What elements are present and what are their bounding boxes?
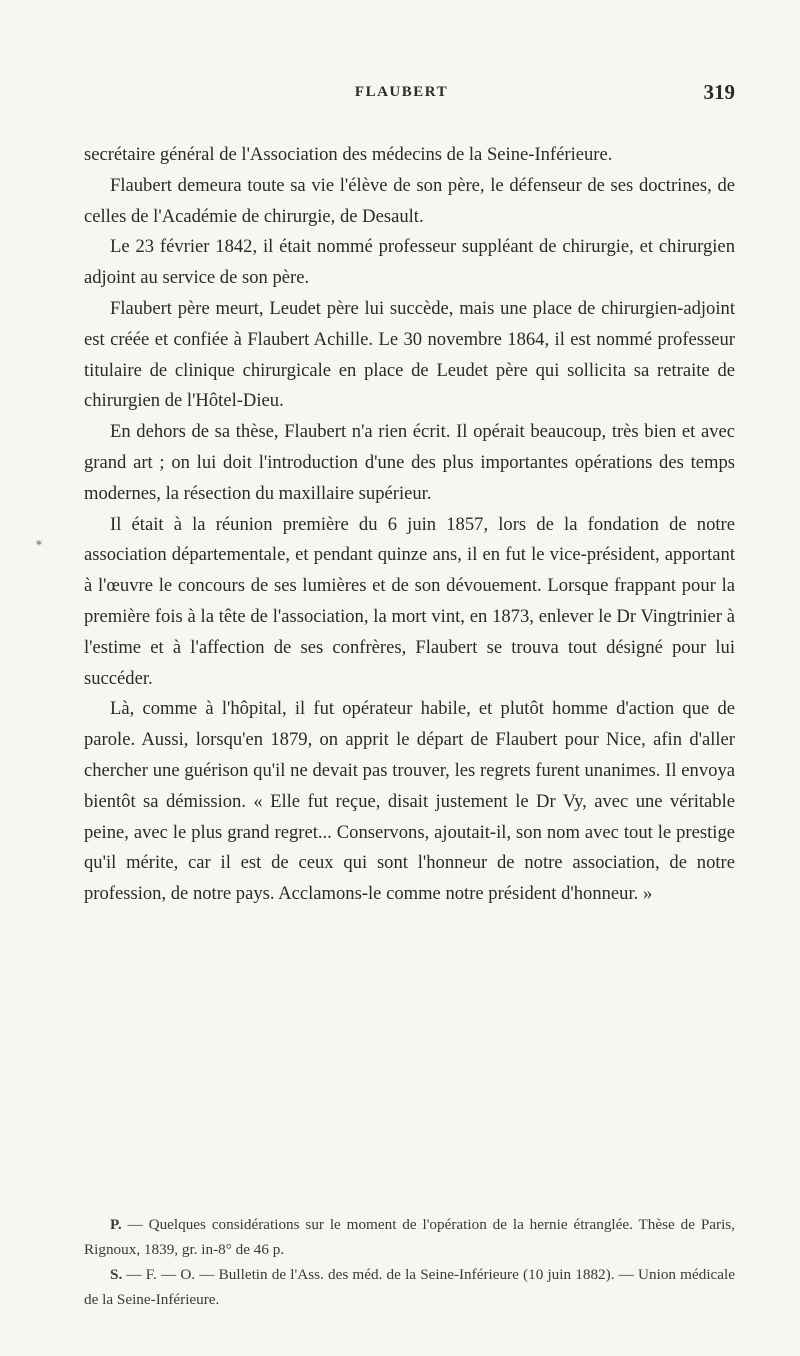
note-text: — F. — O. — Bulletin de l'Ass. des méd. de la Seine-Inférieure (10 juin 1882). — Union médicale de la Seine-Inférieure.: [84, 1266, 735, 1308]
page-header: [68, 80, 735, 110]
paragraph: Le 23 février 1842, il était nommé professeur suppléant de chirurgie, et chirurgien adjoint au service de son père.: [84, 236, 735, 289]
paragraph: Flaubert père meurt, Leudet père lui succède, mais une place de chirurgien-adjoint est créée et confiée à Flaubert Achille. Le 30 novembre 1864, il est nommé professeur titulaire de clinique chirurgicale en place de Leudet père qui sollicita sa retraite de chirurgien de l'Hôtel-Dieu.: [84, 297, 735, 412]
body-text: [84, 140, 735, 910]
paragraph: En dehors de sa thèse, Flaubert n'a rien écrit. Il opérait beaucoup, très bien et avec grand art ; on lui doit l'introduction d'une des plus importantes opérations des temps modernes, la résection du maxillaire supérieur.: [84, 421, 735, 504]
note-text: — Quelques considérations sur le moment de l'opération de la hernie étranglée. Thèse de Paris, Rignoux, 1839, gr. in-8° de 46 p.: [84, 1216, 735, 1258]
paragraph: Il était à la réunion première du 6 juin 1857, lors de la fondation de notre association départementale, et pendant quinze ans, il en fut le vice-président, apportant à l'œuvre le concours de ses lumières et de son dévouement. Lorsque frappant pour la première fois à la tête de l'association, la mort vint, en 1873, enlever le Dr Vingtrinier à l'estime et à l'affection de ses confrères, Flaubert se trouva tout désigné pour lui succéder.: [84, 513, 735, 689]
paragraph: Là, comme à l'hôpital, il fut opérateur habile, et plutôt homme d'action que de parole. Aussi, lorsqu'en 1879, on apprit le départ de Flaubert pour Nice, afin d'aller chercher une guérison qu'il ne devait pas trouver, les regrets furent unanimes. Il envoya bientôt sa démission. « Elle fut reçue, disait justement le Dr Vy, avec une véritable peine, avec le plus grand regret... Conservons, ajoutait-il, son nom avec tout le prestige qu'il mérite, car il est de ceux qui sont l'honneur de notre association, de notre profession, de notre pays. Acclamons-le comme notre président d'honneur. »: [84, 698, 735, 905]
page-number: 319: [703, 80, 735, 104]
bibliographic-notes: [84, 1212, 735, 1312]
note-sources: [84, 1262, 735, 1312]
paragraph: Flaubert demeura toute sa vie l'élève de son père, le défenseur de ses doctrines, de celles de l'Académie de chirurgie, de Desault.: [84, 174, 735, 227]
note-publications: [84, 1212, 735, 1262]
margin-mark: ⁎: [36, 534, 42, 548]
note-tag: P.: [110, 1216, 122, 1233]
paragraph: secrétaire général de l'Association des médecins de la Seine-Inférieure.: [84, 144, 613, 165]
note-tag: S.: [110, 1266, 123, 1283]
running-title: FLAUBERT: [354, 84, 449, 100]
